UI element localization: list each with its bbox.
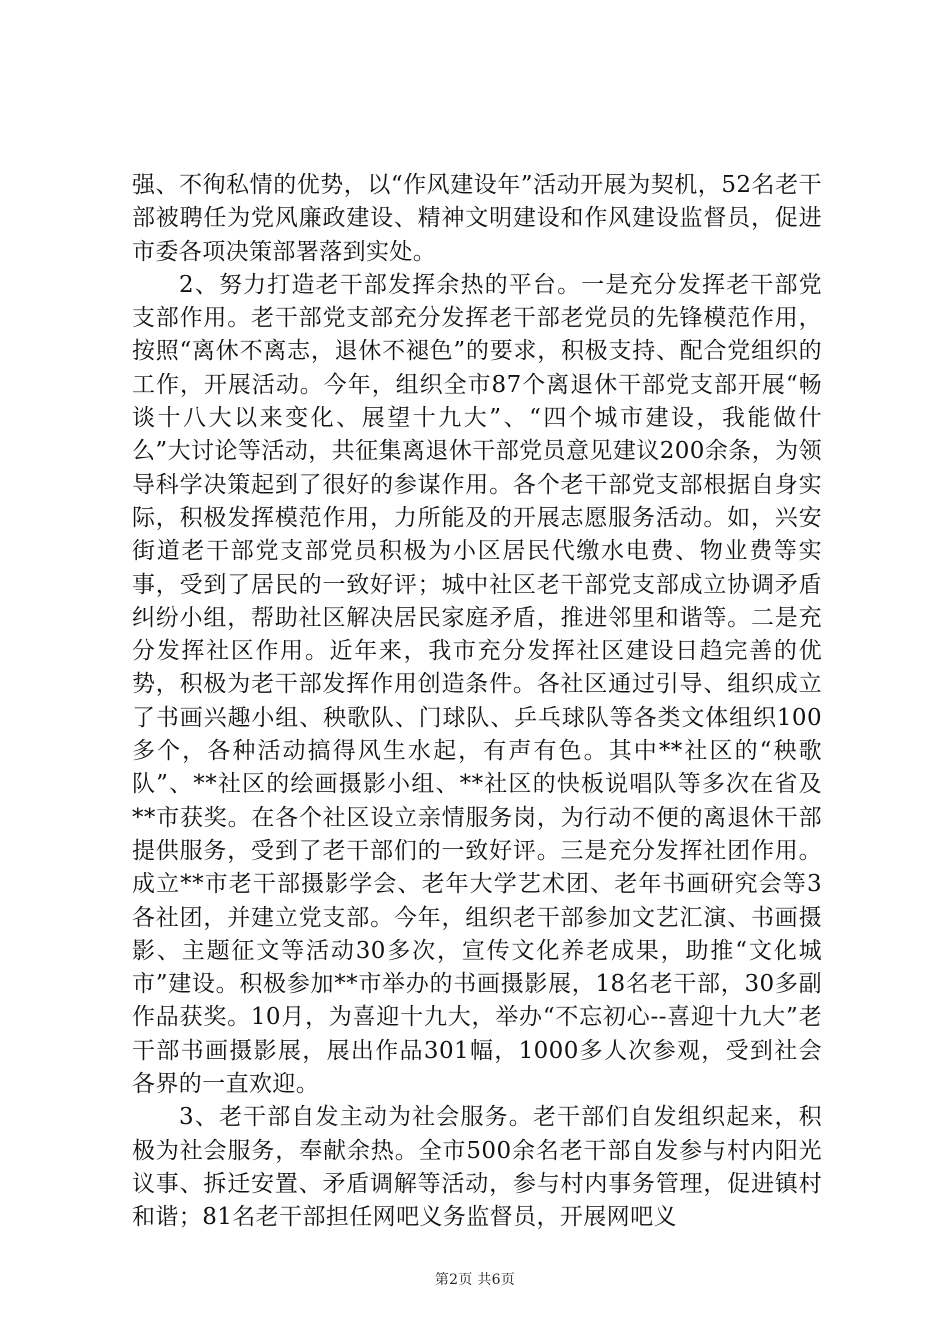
page-number-indicator: 第2页 共6页 xyxy=(434,1272,516,1288)
page-footer xyxy=(0,1269,950,1289)
paragraph-section-2: 2、努力打造老干部发挥余热的平台。一是充分发挥老干部党支部作用。老干部党支部充分发挥老干部老党员的先锋模范作用，按照“离休不离志，退休不褪色”的要求，积极支持、配合党组织的工作，开展活动。今年，组织全市87个离退休干部党支部开展“畅谈十八大以来变化、展望十九大”、“四个城市建设，我能做什么”大讨论等活动，共征集离退休干部党员意见建议200余条，为领导科学决策起到了很好的参谋作用。各个老干部党支部根据自身实际，积极发挥模范作用，力所能及的开展志愿服务活动。如，兴安街道老干部党支部党员积极为小区居民代缴水电费、物业费等实事，受到了居民的一致好评；城中社区老干部党支部成立协调矛盾纠纷小组，帮助社区解决居民家庭矛盾，推进邻里和谐等。二是充分发挥社区作用。近年来，我市充分发挥社区建设日趋完善的优势，积极为老干部发挥作用创造条件。各社区通过引导、组织成立了书画兴趣小组、秧歌队、门球队、乒乓球队等各类文体组织100多个，各种活动搞得风生水起，有声有色。其中**社区的“秧歌队”、**社区的绘画摄影小组、**社区的快板说唱队等多次在省及**市获奖。在各个社区设立亲情服务岗，为行动不便的离退休干部提供服务，受到了老干部们的一致好评。三是充分发挥社团作用。成立**市老干部摄影学会、老年大学艺术团、老年书画研究会等3各社团，并建立党支部。今年，组织老干部参加文艺汇演、书画摄影、主题征文等活动30多次，宣传文化养老成果，助推“文化城市”建设。积极参加**市举办的书画摄影展，18名老干部，30多副作品获奖。10月，为喜迎十九大，举办“不忘初心--喜迎十九大”老干部书画摄影展，展出作品301幅，1000多人次参观，受到社会各界的一直欢迎。 xyxy=(132,271,822,1098)
document-body xyxy=(132,169,822,1235)
paragraph-section-3: 3、老干部自发主动为社会服务。老干部们自发组织起来，积极为社会服务，奉献余热。全市500余名老干部自发参与村内阳光议事、拆迁安置、矛盾调解等活动，参与村内事务管理，促进镇村和谐；81名老干部担任网吧义务监督员，开展网吧义 xyxy=(132,1104,822,1231)
paragraph-continued: 强、不徇私情的优势，以“作风建设年”活动开展为契机，52名老干部被聘任为党风廉政建设、精神文明建设和作风建设监督员，促进市委各项决策部署落到实处。 xyxy=(132,172,822,265)
